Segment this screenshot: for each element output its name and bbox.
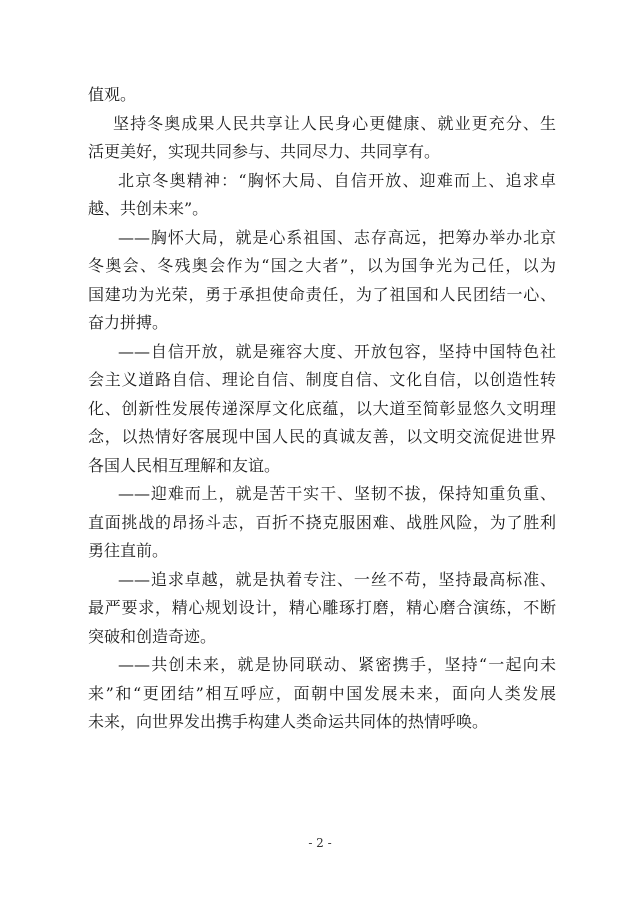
paragraph-rising-to-challenges (88, 480, 556, 566)
text-line: 活更美好，实现共同参与、共同尽力、共同享有。 (88, 142, 441, 161)
text-line: 念，以热情好客展现中国人民的真诚友善，以文明交流促进世界 (88, 427, 556, 446)
text-line: 勇往直前。 (88, 541, 169, 560)
text-line: ——胸怀大局，就是心系祖国、志存高远，把筹办举办北京 (118, 227, 556, 247)
text-line: 突破和创造奇迹。 (88, 626, 217, 646)
text-line: ——共创未来，就是协同联动、紧密携手，坚持“一起向未 (118, 655, 556, 674)
text-line: 化、创新性发展传递深厚文化底蕴，以大道至简彰显悠久文明理 (88, 398, 556, 418)
paragraph-big-picture (88, 224, 556, 338)
text-line: ——迎难而上，就是苦干实干、坚韧不拔，保持知重负重、 (118, 484, 556, 503)
text-line: 未来，向世界发出携手构建人类命运共同体的热情呼唤。 (88, 712, 489, 731)
paragraph-confidence-openness (88, 338, 556, 481)
text-line: 值观。 (88, 85, 137, 104)
text-line: 最严要求，精心规划设计，精心雕琢打磨，精心磨合演练，不断 (88, 598, 556, 617)
text-line: 北京冬奥精神：“胸怀大局、自信开放、迎难而上、追求卓 (118, 170, 556, 190)
paragraph-olympic-spirit (88, 167, 556, 224)
text-line: 冬奥会、冬残奥会作为“国之大者”，以为国争光为己任，以为 (88, 256, 556, 275)
text-line: 会主义道路自信、理论自信、制度自信、文化自信，以创造性转 (88, 370, 556, 389)
text-line: 各国人民相互理解和友谊。 (88, 455, 281, 475)
text-line: 来”和“更团结”相互呼应，面朝中国发展未来，面向人类发展 (88, 683, 556, 703)
text-line: 越、共创未来”。 (88, 199, 209, 218)
paragraph-shared-results (88, 110, 556, 167)
text-line: 国建功为光荣，勇于承担使命责任，为了祖国和人民团结一心、 (88, 284, 556, 304)
text-line: 坚持冬奥成果人民共享让人民身心更健康、就业更充分、生 (113, 113, 556, 133)
page-number: - 2 - (308, 836, 332, 850)
paragraph-shared-future (88, 651, 556, 737)
text-line: 奋力拼搏。 (88, 313, 169, 332)
text-line: ——追求卓越，就是执着专注、一丝不苟，坚持最高标准、 (118, 569, 556, 589)
text-line: 直面挑战的昂扬斗志，百折不挠克服困难、战胜风险，为了胜利 (88, 512, 556, 532)
paragraph-pursuing-excellence (88, 566, 556, 652)
text-line: ——自信开放，就是雍容大度、开放包容，坚持中国特色社 (118, 341, 556, 361)
document-body (88, 81, 556, 737)
paragraph-continuation (88, 81, 556, 110)
